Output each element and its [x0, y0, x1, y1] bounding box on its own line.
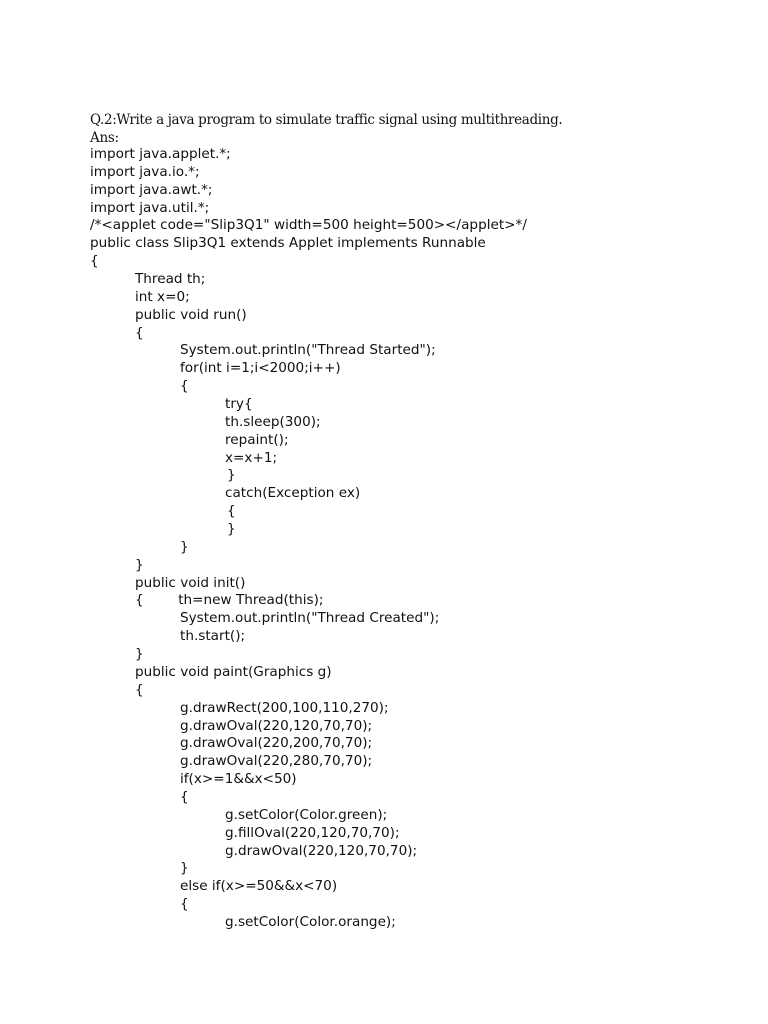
code-line: try{ — [225, 396, 253, 413]
code-line: /*<applet code="Slip3Q1" width=500 height=500></applet>*/ — [90, 217, 527, 234]
code-line: x=x+1; — [225, 449, 278, 466]
code-line: public void run() — [135, 306, 247, 323]
code-line: Thread th; — [135, 271, 206, 288]
code-line: public class Slip3Q1 extends Applet implements Runnable — [90, 235, 486, 252]
code-line: import java.applet.*; — [90, 146, 231, 162]
code-line: if(x>=1&&x<50) — [180, 771, 297, 788]
code-line: repaint(); — [225, 431, 289, 448]
code-line: } — [227, 467, 236, 484]
code-line: public void paint(Graphics g) — [135, 663, 332, 680]
code-line: import java.awt.*; — [90, 181, 213, 198]
question-heading: Q.2:Write a java program to simulate traffic signal using multithreading. — [90, 112, 563, 128]
code-line: { — [135, 681, 144, 698]
code-line: import java.io.*; — [90, 163, 200, 180]
code-line: } — [135, 556, 144, 573]
code-line: System.out.println("Thread Created"); — [180, 610, 440, 627]
code-line: { th=new Thread(this); — [135, 592, 324, 609]
code-line: } — [180, 538, 189, 555]
code-line: } — [180, 860, 189, 877]
code-line: th.sleep(300); — [225, 413, 321, 430]
code-line: g.drawOval(220,200,70,70); — [180, 735, 373, 752]
code-line: } — [135, 646, 144, 663]
code-line: g.drawOval(220,280,70,70); — [180, 753, 373, 770]
code-line: g.drawRect(200,100,110,270); — [180, 699, 389, 716]
code-line: catch(Exception ex) — [225, 485, 361, 502]
answer-label: Ans: — [90, 130, 119, 146]
code-line: int x=0; — [135, 288, 190, 305]
code-line: { — [180, 788, 189, 805]
code-line: else if(x>=50&&x<70) — [180, 878, 338, 895]
code-line: th.start(); — [180, 628, 246, 645]
code-line: g.fillOval(220,120,70,70); — [225, 824, 400, 841]
code-line: { — [227, 503, 236, 520]
code-line: import java.util.*; — [90, 199, 210, 216]
code-line: g.setColor(Color.orange); — [225, 913, 396, 930]
code-line: } — [227, 521, 236, 538]
code-line: { — [90, 253, 99, 270]
java-code-block — [90, 146, 527, 932]
code-line: g.drawOval(220,120,70,70); — [225, 842, 418, 859]
code-line: System.out.println("Thread Started"); — [180, 342, 436, 359]
code-line: g.setColor(Color.green); — [225, 806, 388, 823]
code-line: public void init() — [135, 574, 246, 591]
code-line: { — [180, 896, 189, 913]
code-line: { — [135, 324, 144, 341]
code-line: for(int i=1;i<2000;i++) — [180, 360, 341, 377]
code-line: g.drawOval(220,120,70,70); — [180, 717, 373, 734]
code-line: { — [180, 378, 189, 395]
